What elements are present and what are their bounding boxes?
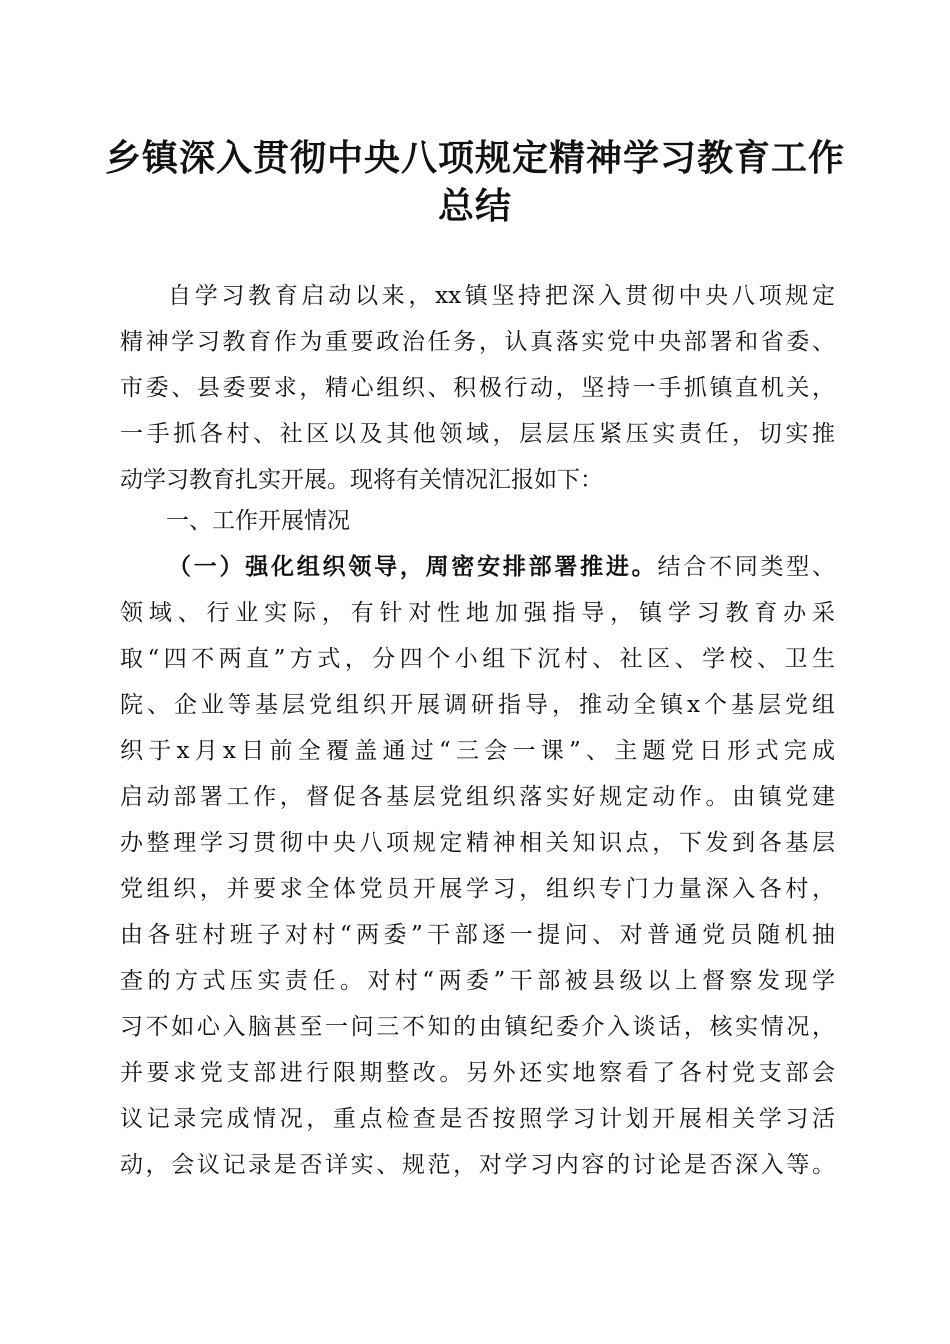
intro-line-1: 自学习教育启动以来，xx镇坚持把深入贯彻中央八项规定 (168, 283, 835, 309)
subsection-1-line-1: 领域、行业实际，有针对性地加强指导，镇学习教育办采 (120, 600, 835, 626)
document-title-line-2: 总结 (437, 186, 512, 227)
subsection-1-line-8: 由各驻村班子对村“两委”干部逐一提问、对普通党员随机抽 (120, 922, 835, 948)
document-title-line-1: 乡镇深入贯彻中央八项规定精神学习教育工作 (104, 138, 845, 179)
subsection-1-first-tail: 结合不同类型、 (657, 554, 836, 580)
intro-line-3: 市委、县委要求，精心组织、积极行动，坚持一手抓镇直机关， (120, 375, 835, 401)
intro-line-5: 动学习教育扎实开展。现将有关情况汇报如下： (120, 467, 603, 493)
subsection-1-line-3: 院、企业等基层党组织开展调研指导，推动全镇x个基层党组 (120, 692, 835, 718)
subsection-1-line-9: 查的方式压实责任。对村“两委”干部被县级以上督察发现学 (120, 968, 835, 994)
subsection-1-first-line (168, 544, 835, 590)
subsection-1-heading: （一）强化组织领导，周密安排部署推进。 (168, 554, 658, 580)
subsection-1-line-13: 动，会议记录是否详实、规范，对学习内容的讨论是否深入等。 (120, 1152, 835, 1178)
section-1-heading: 一、工作开展情况 (166, 508, 350, 534)
subsection-1-line-6: 办整理学习贯彻中央八项规定精神相关知识点，下发到各基层 (120, 830, 835, 856)
intro-line-4: 一手抓各村、社区以及其他领域，层层压紧压实责任，切实推 (120, 421, 835, 447)
intro-line-2: 精神学习教育作为重要政治任务，认真落实党中央部署和省委、 (120, 329, 835, 355)
subsection-1-line-7: 党组织，并要求全体党员开展学习，组织专门力量深入各村， (120, 876, 835, 902)
subsection-1-line-10: 习不如心入脑甚至一问三不知的由镇纪委介入谈话，核实情况， (120, 1014, 835, 1040)
subsection-1-line-12: 议记录完成情况，重点检查是否按照学习计划开展相关学习活 (120, 1106, 835, 1132)
subsection-1-line-5: 启动部署工作，督促各基层党组织落实好规定动作。由镇党建 (120, 784, 835, 810)
subsection-1-line-11: 并要求党支部进行限期整改。另外还实地察看了各村党支部会 (120, 1060, 835, 1086)
subsection-1-line-4: 织于x月x日前全覆盖通过“三会一课”、主题党日形式完成 (120, 738, 835, 764)
subsection-1-line-2: 取“四不两直”方式，分四个小组下沉村、社区、学校、卫生 (120, 646, 835, 672)
